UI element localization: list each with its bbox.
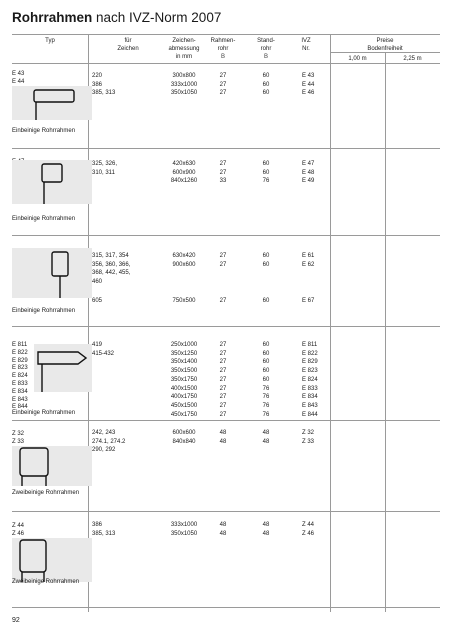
rahmenrohr-cell: 27 27 33 xyxy=(219,161,227,185)
header-top-rule xyxy=(12,34,440,35)
rahmenrohr-cell: 27 27 xyxy=(219,253,227,268)
standrohr-cell: 60 60 76 xyxy=(262,161,270,185)
arrow-frame-drawing-icon xyxy=(34,344,92,392)
frame-type-label: Einbeinige Rohrrahmen xyxy=(12,308,76,314)
abmessung-cell: 600x600 840x840 xyxy=(172,430,196,445)
header-ivz: IVZ Nr. xyxy=(301,38,311,52)
rahmenrohr-cell: 48 48 xyxy=(219,522,227,537)
ivz-cell: E 61 E 62 xyxy=(302,253,315,268)
section-z44 xyxy=(12,522,440,607)
fuer-zeichen-cell: 325, 326, 310, 311 xyxy=(92,161,118,176)
header-abmessung: Zeichen- abmessung in mm xyxy=(168,38,200,60)
fuer-zeichen-cell: 315, 317, 354 356, 360, 366, 368, 442, 455, 460 xyxy=(92,253,131,286)
double-leg-frame-drawing-icon xyxy=(12,446,92,486)
frame-drawing-icon xyxy=(12,86,92,120)
product-image xyxy=(34,344,92,392)
double-leg-frame-drawing-icon xyxy=(12,538,92,582)
section-rule xyxy=(12,420,440,421)
fuer-zeichen-cell: 220 386 385, 313 xyxy=(92,73,116,97)
type-codes: Z 32 Z 33 xyxy=(12,431,25,445)
header-preis-1m: 1,00 m xyxy=(348,56,367,62)
abmessung-cell: 333x1000 350x1050 xyxy=(170,522,198,537)
frame-drawing-icon xyxy=(12,248,92,298)
fuer-zeichen-cell: 605 xyxy=(92,298,103,304)
product-image xyxy=(12,446,92,486)
header-preis-225m: 2,25 m xyxy=(403,56,422,62)
frame-type-label: Einbeinige Rohrrahmen xyxy=(12,216,76,222)
header-standrohr: Stand- rohr B xyxy=(257,38,275,60)
standrohr-cell: 60 60 60 xyxy=(262,73,270,97)
section-e43 xyxy=(12,70,440,148)
fuer-zeichen-cell: 386 385, 313 xyxy=(92,522,116,537)
section-e61 xyxy=(12,250,440,326)
section-rule xyxy=(12,511,440,512)
product-image xyxy=(12,160,92,204)
section-rule xyxy=(12,235,440,236)
section-e47 xyxy=(12,158,440,235)
frame-drawing-icon xyxy=(12,160,92,204)
header-preise: Preise Bodenfreiheit xyxy=(367,38,403,52)
type-codes: E 811 E 822 E 829 E 823 E 824 E 833 E 834 E 843 E 844 xyxy=(12,342,28,411)
abmessung-cell: 250x1000 350x1250 350x1400 350x1500 350x1750 400x1500 400x1750 450x1500 450x1750 xyxy=(170,342,198,418)
frame-type-label: Zweibeinige Rohrrahmen xyxy=(12,490,80,496)
header-bottom-rule xyxy=(12,63,440,64)
type-codes: E 43 E 44 xyxy=(12,71,25,85)
standrohr-cell: 60 xyxy=(262,298,270,304)
header-rahmenrohr: Rahmen- rohr B xyxy=(210,38,236,60)
page-title xyxy=(12,10,221,25)
standrohr-cell: 60 60 xyxy=(262,253,270,268)
abmessung-cell: 750x500 xyxy=(172,298,196,304)
rahmenrohr-cell: 27 xyxy=(219,298,227,304)
standrohr-cell: 48 48 xyxy=(262,430,270,445)
section-z32 xyxy=(12,430,440,511)
page-number: 92 xyxy=(12,617,20,624)
frame-type-label: Zweibeinige Rohrrahmen xyxy=(12,579,80,585)
ivz-cell: E 47 E 48 E 49 xyxy=(302,161,315,185)
abmessung-cell: 630x420 900x600 xyxy=(172,253,196,268)
title-rest: nach IVZ-Norm 2007 xyxy=(96,10,222,25)
title-bold: Rohrrahmen xyxy=(12,10,93,25)
product-image xyxy=(12,538,92,582)
abmessung-cell: 420x630 600x900 840x1260 xyxy=(170,161,198,185)
header-fuer: für Zeichen xyxy=(117,38,139,52)
ivz-cell: E 67 xyxy=(302,298,315,304)
abmessung-cell: 300x800 333x1000 350x1050 xyxy=(170,73,198,97)
fuer-zeichen-cell: 419 415-432 xyxy=(92,342,115,357)
frame-type-label: Einbeinige Rohrrahmen xyxy=(12,128,76,134)
fuer-zeichen-cell: 242, 243 274.1, 274.2 290, 292 xyxy=(92,430,126,454)
section-rule xyxy=(12,326,440,327)
header-typ: Typ xyxy=(45,38,55,44)
rahmenrohr-cell: 27 27 27 27 27 27 27 27 27 xyxy=(219,342,227,418)
product-image xyxy=(12,86,92,120)
product-image xyxy=(12,248,92,298)
rahmenrohr-cell: 48 48 xyxy=(219,430,227,445)
ivz-cell: E 43 E 44 E 46 xyxy=(302,73,315,97)
standrohr-cell: 60 60 60 60 60 76 76 76 76 xyxy=(262,342,270,418)
section-rule xyxy=(12,148,440,149)
section-rule xyxy=(12,607,440,608)
type-codes: Z 44 Z 46 xyxy=(12,523,25,537)
ivz-cell: Z 32 Z 33 xyxy=(302,430,315,445)
frame-type-label: Einbeinige Rohrrahmen xyxy=(12,410,76,416)
section-e811 xyxy=(12,342,440,420)
ivz-cell: Z 44 Z 46 xyxy=(302,522,315,537)
standrohr-cell: 48 48 xyxy=(262,522,270,537)
ivz-cell: E 811 E 822 E 829 E 823 E 824 E 833 E 834 E 843 E 844 xyxy=(302,342,318,418)
rahmenrohr-cell: 27 27 27 xyxy=(219,73,227,97)
